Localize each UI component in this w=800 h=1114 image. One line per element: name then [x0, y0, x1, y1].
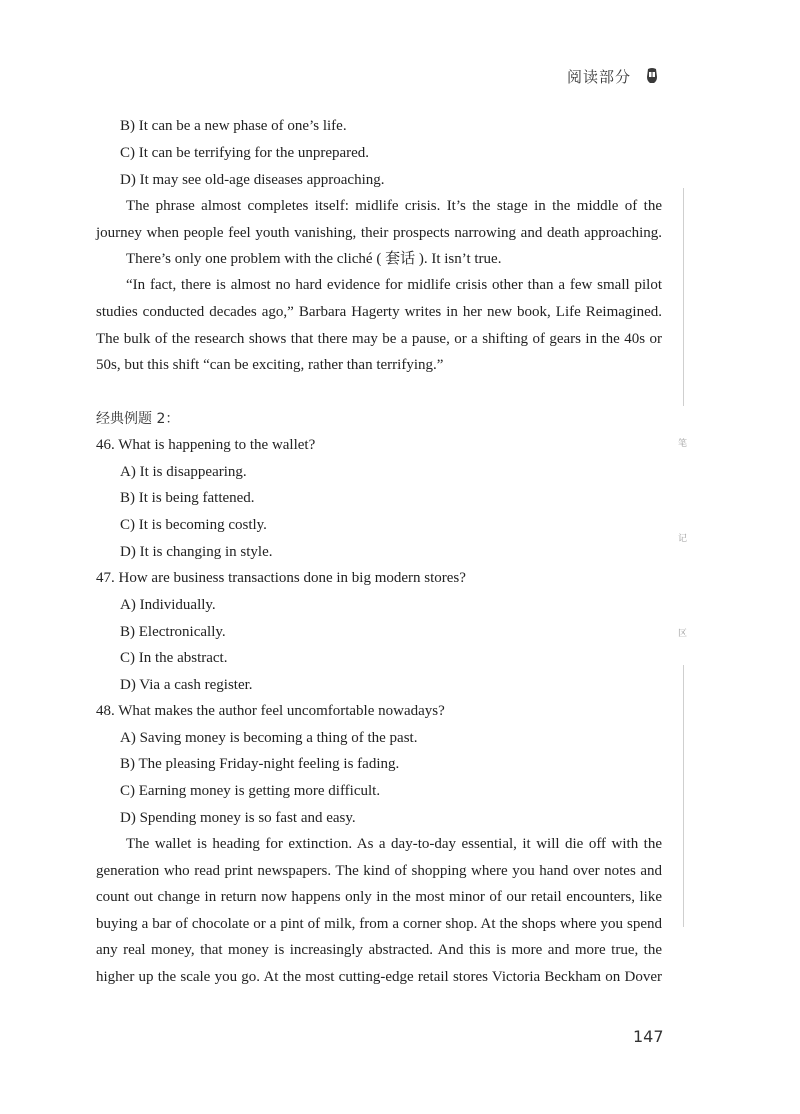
question-46-option-c: C) It is becoming costly.	[120, 517, 267, 533]
notes-margin-char-2: 记	[678, 534, 688, 544]
question-47-stem: 47. How are business transactions done in big modern stores?	[96, 570, 466, 586]
passage1-p1-line2: journey when people feel youth vanishing, their prospects narrowing and death approaching.	[96, 225, 662, 241]
question-47-option-b: B) Electronically.	[120, 624, 226, 640]
notes-margin-char-1: 笔	[678, 439, 688, 449]
question-48-stem: 48. What makes the author feel uncomfortable nowadays?	[96, 703, 445, 719]
option-d-prev: D) It may see old-age diseases approaching.	[120, 172, 385, 188]
passage1-p3-line1: “In fact, there is almost no hard evidence for midlife crisis other than a few small pilot	[126, 277, 662, 293]
passage1-p2: There’s only one problem with the cliché ( 套话 ). It isn’t true.	[126, 251, 502, 267]
book-head-icon	[645, 68, 659, 84]
question-48-option-d: D) Spending money is so fast and easy.	[120, 810, 356, 826]
question-46-option-d: D) It is changing in style.	[120, 544, 273, 560]
question-47-option-c: C) In the abstract.	[120, 650, 228, 666]
section-title: 阅读部分	[567, 68, 632, 86]
option-c-prev: C) It can be terrifying for the unprepared.	[120, 145, 370, 161]
passage1-p3-line3: The bulk of the research shows that there may be a pause, or a shifting of gears in the 40s or	[96, 331, 662, 347]
question-47-option-a: A) Individually.	[120, 597, 216, 613]
notes-margin-rule-top	[683, 188, 684, 406]
passage2-line5: any real money, that money is increasingly abstracted. And this is more and more true, the	[96, 942, 662, 958]
question-48-option-b: B) The pleasing Friday-night feeling is fading.	[120, 756, 400, 772]
passage1-p3-line2: studies conducted decades ago,” Barbara Hagerty writes in her new book, Life Reimagined.	[96, 304, 662, 320]
passage2-line4: buying a bar of chocolate or a pint of milk, from a corner shop. At the shops where you spend	[96, 916, 662, 932]
notes-margin-rule-bottom	[683, 665, 684, 927]
passage1-p3-line4: 50s, but this shift “can be exciting, rather than terrifying.”	[96, 357, 444, 373]
page-number: 147	[633, 1027, 664, 1046]
notes-margin-char-3: 区	[678, 629, 688, 639]
question-46-option-a: A) It is disappearing.	[120, 464, 247, 480]
passage1-p1-line1: The phrase almost completes itself: midlife crisis. It’s the stage in the middle of the	[126, 198, 662, 214]
passage2-line3: count out change in return now happens only in the most minor of our retail encounters, like	[96, 889, 662, 905]
passage2-line2: generation who read print newspapers. The kind of shopping where you hand over notes and	[96, 863, 662, 879]
passage2-line6: higher up the scale you go. At the most cutting-edge retail stores Victoria Beckham on Dover	[96, 969, 662, 985]
question-48-option-a: A) Saving money is becoming a thing of the past.	[120, 730, 418, 746]
question-47-option-d: D) Via a cash register.	[120, 677, 253, 693]
option-b-prev: B) It can be a new phase of one’s life.	[120, 118, 347, 134]
passage2-line1: The wallet is heading for extinction. As a day-to-day essential, it will die off with the	[126, 836, 662, 852]
question-46-stem: 46. What is happening to the wallet?	[96, 437, 316, 453]
example-heading: 经典例题 2：	[96, 411, 180, 427]
question-46-option-b: B) It is being fattened.	[120, 490, 255, 506]
question-48-option-c: C) Earning money is getting more difficult.	[120, 783, 381, 799]
